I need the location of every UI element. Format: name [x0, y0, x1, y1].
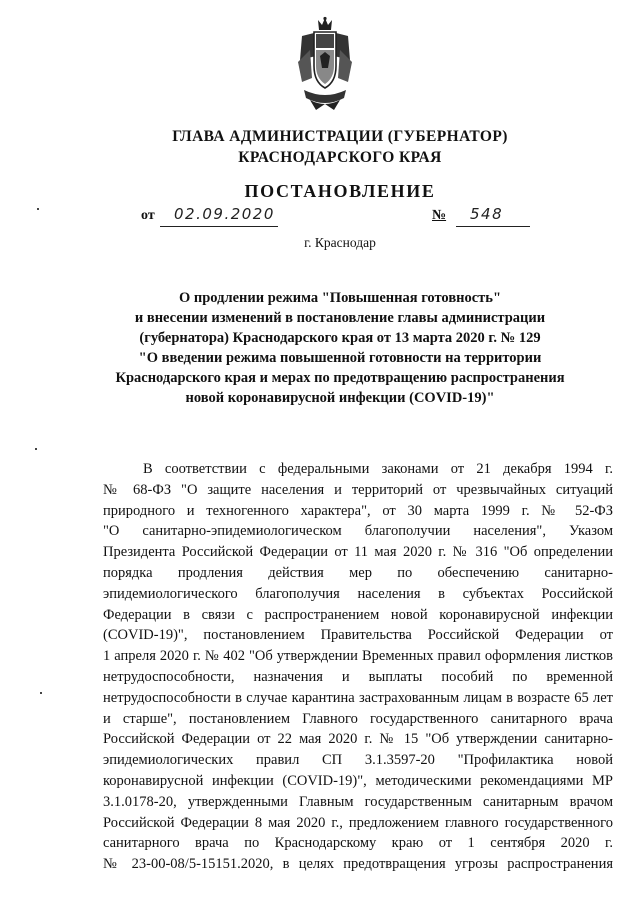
document-body [103, 459, 613, 875]
body-line: порядка продления действия мер по обеспечению санитарно- [103, 564, 613, 581]
body-line: нетрудоспособности в случае карантина застрахованным лицам в возрасте 65 лет [103, 689, 613, 706]
number-underline [456, 226, 530, 227]
title-line: (губернатора) Краснодарского края от 13 марта 2020 г. № 129 [139, 330, 541, 346]
document-title [100, 288, 580, 408]
body-line: эпидемиологических правил СП 3.1.3597-20 "Профилактика новой [103, 752, 613, 769]
title-line: новой коронавирусной инфекции (COVID-19)" [185, 390, 495, 406]
body-line: "О санитарно-эпидемиологическом благополучии населения", Указом [103, 523, 613, 540]
body-line: эпидемиологического благополучия населения в субъектах Российской [103, 585, 613, 602]
coat-of-arms-emblem [296, 16, 354, 112]
body-line: Президента Российской Федерации от 11 мая 2020 г. № 316 "Об определении [103, 544, 613, 561]
date-value: 02.09.2020 [174, 205, 275, 223]
body-line: природного и техногенного характера", от 30 марта 1999 г. № 52-ФЗ [103, 502, 613, 519]
date-label: от [141, 208, 155, 223]
body-line: санитарного врача по Краснодарскому краю от 1 сентября 2020 г. [103, 835, 613, 852]
scan-speck [40, 692, 42, 694]
body-line: нетрудоспособности, назначения и выплаты пособий по временной [103, 668, 613, 685]
issuing-authority-line1: ГЛАВА АДМИНИСТРАЦИИ (ГУБЕРНАТОР) [172, 128, 508, 145]
body-line: коронавирусной инфекции (COVID-19)", методическими рекомендациями МР [103, 772, 613, 789]
body-line: Федерации в связи с распространением новой коронавирусной инфекции [103, 606, 613, 623]
body-line: Российской Федерации 8 мая 2020 г., предложением главного государственного [103, 814, 613, 831]
scan-speck [37, 208, 39, 210]
city-label: г. Краснодар [304, 235, 376, 250]
number-label: № [432, 208, 447, 223]
body-line: и старше", постановлением Главного государственного санитарного врача [103, 710, 613, 727]
body-line: 1 апреля 2020 г. № 402 "Об утверждении Временных правил оформления листков [103, 648, 613, 665]
body-line: Российской Федерации от 22 мая 2020 г. № 15 "Об утверждении санитарно- [103, 731, 613, 748]
number-value: 548 [470, 205, 504, 223]
body-line: 3.1.0178-20, утвержденными Главным государственным санитарным врачом [103, 793, 613, 810]
title-line: "О введении режима повышенной готовности на территории [138, 350, 542, 366]
date-underline [160, 226, 278, 227]
title-line: Краснодарского края и мерах по предотвращению распространения [115, 370, 565, 386]
issuing-authority-line2: КРАСНОДАРСКОГО КРАЯ [238, 149, 442, 166]
body-line: В соответствии с федеральными законами от 21 декабря 1994 г. [143, 461, 613, 477]
document-type-heading: ПОСТАНОВЛЕНИЕ [244, 181, 436, 201]
body-line: № 23-00-08/5-15151.2020, в целях предотвращения угрозы распространения [103, 856, 613, 873]
scan-speck [35, 448, 37, 450]
body-line: (COVID-19)", постановлением Правительства Российской Федерации от [103, 627, 613, 644]
body-line: № 68-ФЗ "О защите населения и территорий от чрезвычайных ситуаций [103, 481, 613, 498]
title-line: и внесении изменений в постановление главы администрации [134, 310, 546, 326]
title-line: О продлении режима "Повышенная готовность" [178, 290, 502, 306]
